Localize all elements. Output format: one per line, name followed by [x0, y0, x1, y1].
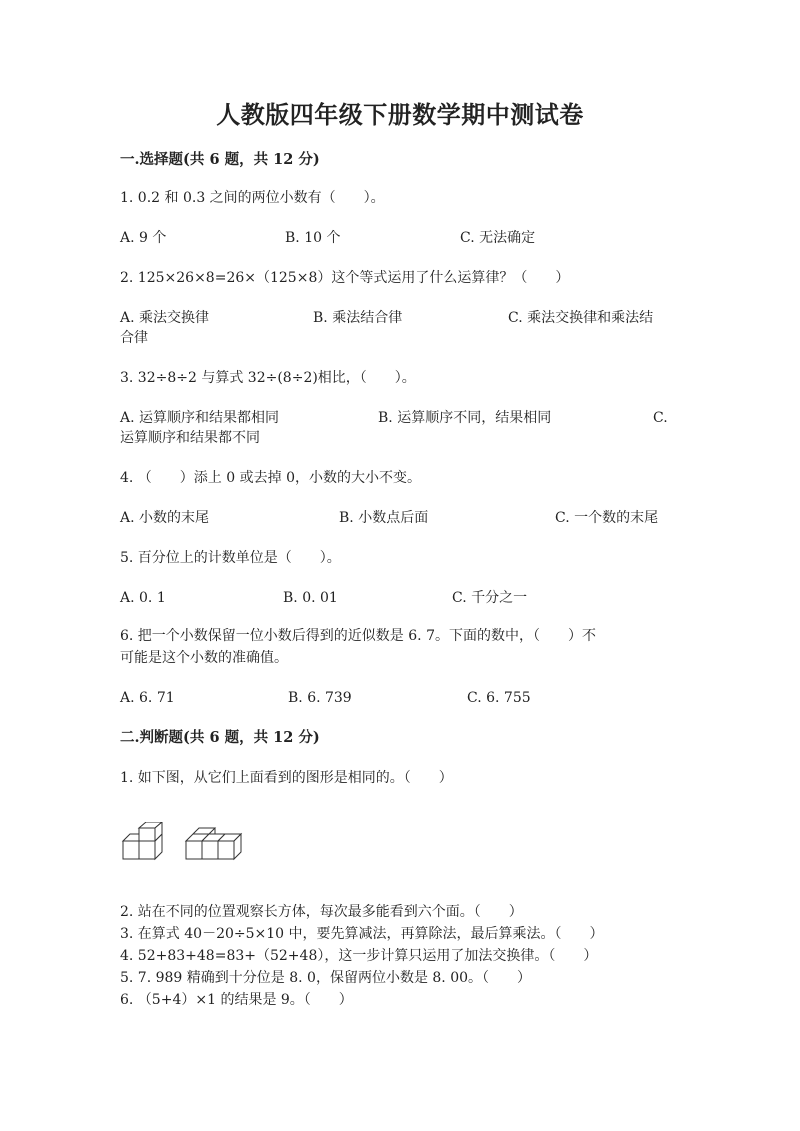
- option-a: A. 9 个: [120, 230, 167, 246]
- section-heading-choice: 一.选择题(共 6 题，共 12 分): [120, 151, 320, 168]
- option-a: A. 运算顺序和结果都相同: [120, 410, 280, 426]
- judgement-question: 6. （5+4）×1 的结果是 9。（ ）: [120, 992, 353, 1008]
- option-c: C. 千分之一: [452, 590, 528, 606]
- option-a: A. 小数的末尾: [120, 510, 210, 526]
- option-wrap: 合律: [120, 330, 148, 346]
- option-b: B. 小数点后面: [339, 510, 429, 526]
- option-a: A. 0. 1: [120, 590, 166, 606]
- question-stem: 2. 125×26×8=26×（125×8）这个等式运用了什么运算律？（ ）: [120, 270, 570, 286]
- option-c: C. 一个数的末尾: [555, 510, 659, 526]
- option-c: C. 6. 755: [467, 690, 531, 706]
- judgement-question: 5. 7. 989 精确到十分位是 8. 0，保留两位小数是 8. 00。（ ）: [120, 970, 532, 986]
- exam-title: 人教版四年级下册数学期中测试卷: [216, 100, 584, 129]
- question-stem: 1. 0.2 和 0.3 之间的两位小数有（ ）。: [120, 190, 385, 206]
- judgement-question: 4. 52+83+48=83+（52+48），这一步计算只运用了加法交换律。（ ）: [120, 948, 598, 964]
- question-stem: 3. 32÷8÷2 与算式 32÷(8÷2)相比，（ ）。: [120, 370, 416, 386]
- option-a: A. 乘法交换律: [120, 310, 210, 326]
- option-b: B. 乘法结合律: [313, 310, 403, 326]
- option-b: B. 运算顺序不同，结果相同: [378, 410, 552, 426]
- option-c: C. 无法确定: [460, 230, 536, 246]
- option-b: B. 10 个: [285, 230, 341, 246]
- option-b: B. 6. 739: [288, 690, 352, 706]
- option-c: C.: [653, 410, 668, 426]
- question-stem: 5. 百分位上的计数单位是（ ）。: [120, 550, 341, 566]
- judgement-question: 2. 站在不同的位置观察长方体，每次最多能看到六个面。（ ）: [120, 904, 523, 920]
- question-stem: 4. （ ）添上 0 或去掉 0，小数的大小不变。: [120, 470, 421, 486]
- question-stem-wrap: 可能是这个小数的准确值。: [120, 650, 288, 666]
- option-c: C. 乘法交换律和乘法结: [508, 310, 654, 326]
- cubes-figure: [120, 822, 245, 864]
- option-b: B. 0. 01: [283, 590, 338, 606]
- option-a: A. 6. 71: [120, 690, 175, 706]
- option-wrap: 运算顺序和结果都不同: [120, 430, 260, 446]
- judgement-question: 1. 如下图，从它们上面看到的图形是相同的。（ ）: [120, 770, 453, 786]
- question-stem: 6. 把一个小数保留一位小数后得到的近似数是 6. 7。下面的数中，（ ）不: [120, 628, 596, 644]
- section-heading-judgement: 二.判断题(共 6 题，共 12 分): [120, 729, 320, 746]
- judgement-question: 3. 在算式 40－20÷5×10 中，要先算减法，再算除法，最后算乘法。（ ）: [120, 926, 604, 942]
